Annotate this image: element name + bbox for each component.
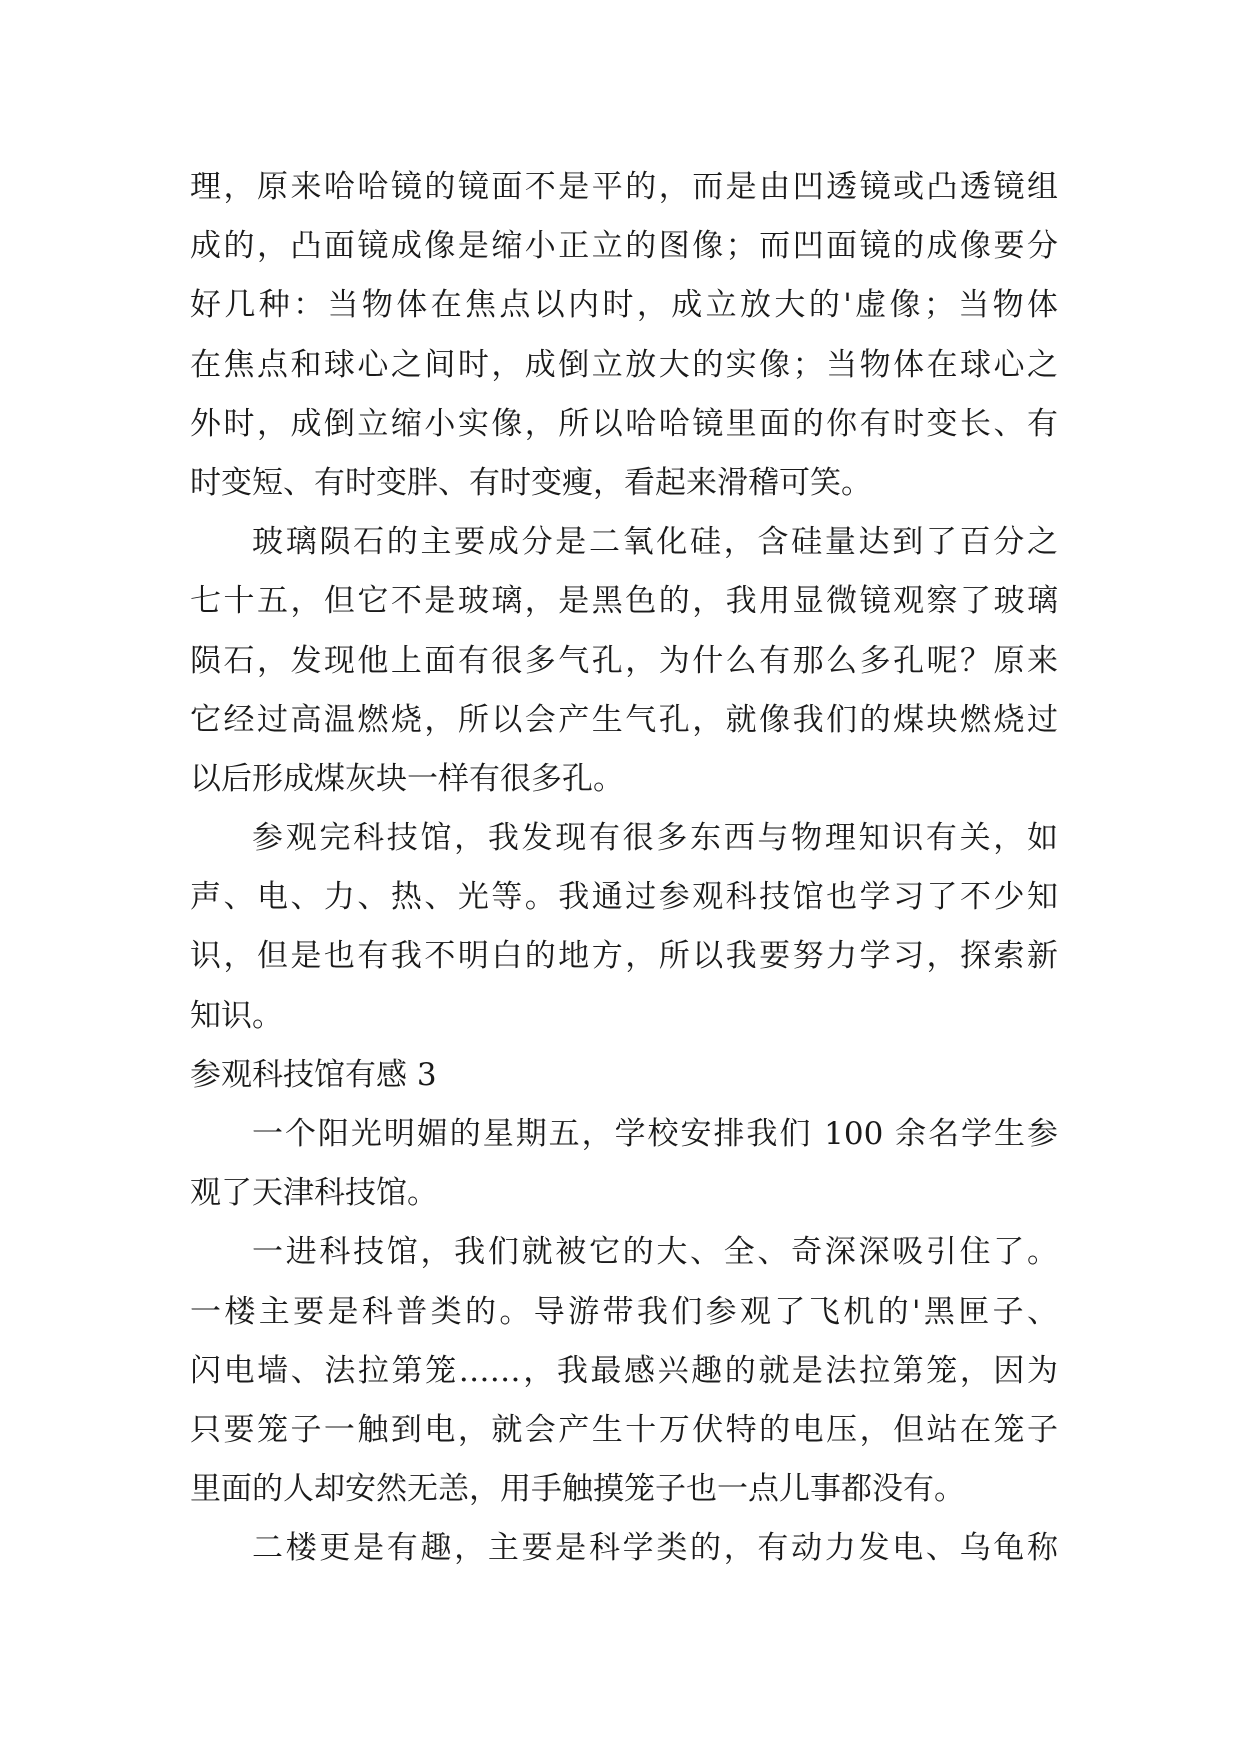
text-line: 理，原来哈哈镜的镜面不是平的，而是由凹透镜或凸透镜组 xyxy=(190,169,1058,205)
text-line: 玻璃陨石的主要成分是二氧化硅，含硅量达到了百分之 xyxy=(252,524,1058,561)
paragraph xyxy=(190,1105,1058,1223)
text-line: 七十五，但它不是玻璃，是黑色的，我用显微镜观察了玻璃 xyxy=(190,583,1058,620)
text-line: 观了天津科技馆。 xyxy=(190,1175,438,1212)
text-line: 一进科技馆，我们就被它的大、全、奇深深吸引住了。 xyxy=(252,1234,1058,1271)
text-line: 成的，凸面镜成像是缩小正立的图像；而凹面镜的成像要分 xyxy=(190,228,1058,265)
heading-text: 参观科技馆有感 3 xyxy=(190,1056,437,1093)
text-line: 时变短、有时变胖、有时变瘦，看起来滑稽可笑。 xyxy=(190,464,872,501)
paragraph xyxy=(190,1519,1058,1578)
text-line: 声、电、力、热、光等。我通过参观科技馆也学习了不少知 xyxy=(190,879,1058,916)
paragraph xyxy=(190,513,1058,809)
paragraph xyxy=(190,158,1058,513)
text-line: 参观完科技馆，我发现有很多东西与物理知识有关，如 xyxy=(252,820,1058,857)
text-line: 里面的人却安然无恙，用手触摸笼子也一点儿事都没有。 xyxy=(190,1471,965,1508)
text-line: 只要笼子一触到电，就会产生十万伏特的电压，但站在笼子 xyxy=(190,1411,1058,1448)
text-line: 一个阳光明媚的星期五，学校安排我们 100 余名学生参 xyxy=(252,1116,1058,1152)
paragraph xyxy=(190,1223,1058,1519)
text-line: 在焦点和球心之间时，成倒立放大的实像；当物体在球心之 xyxy=(190,346,1058,383)
document-body xyxy=(190,158,1058,1579)
section-heading xyxy=(190,1046,1058,1105)
text-line: 陨石，发现他上面有很多气孔，为什么有那么多孔呢？原来 xyxy=(190,642,1058,679)
text-line: 闪电墙、法拉第笼……，我最感兴趣的就是法拉第笼，因为 xyxy=(190,1352,1058,1389)
text-line: 好几种：当物体在焦点以内时，成立放大的'虚像；当物体 xyxy=(190,287,1058,324)
text-line: 它经过高温燃烧，所以会产生气孔，就像我们的煤块燃烧过 xyxy=(190,701,1058,738)
text-line: 外时，成倒立缩小实像，所以哈哈镜里面的你有时变长、有 xyxy=(190,405,1058,442)
text-line: 知识。 xyxy=(190,997,283,1034)
text-line: 二楼更是有趣，主要是科学类的，有动力发电、乌龟称 xyxy=(252,1530,1058,1567)
text-line: 识，但是也有我不明白的地方，所以我要努力学习，探索新 xyxy=(190,938,1058,975)
paragraph xyxy=(190,809,1058,1046)
text-line: 一楼主要是科普类的。导游带我们参观了飞机的'黑匣子、 xyxy=(190,1293,1058,1330)
text-line: 以后形成煤灰块一样有很多孔。 xyxy=(190,760,624,797)
